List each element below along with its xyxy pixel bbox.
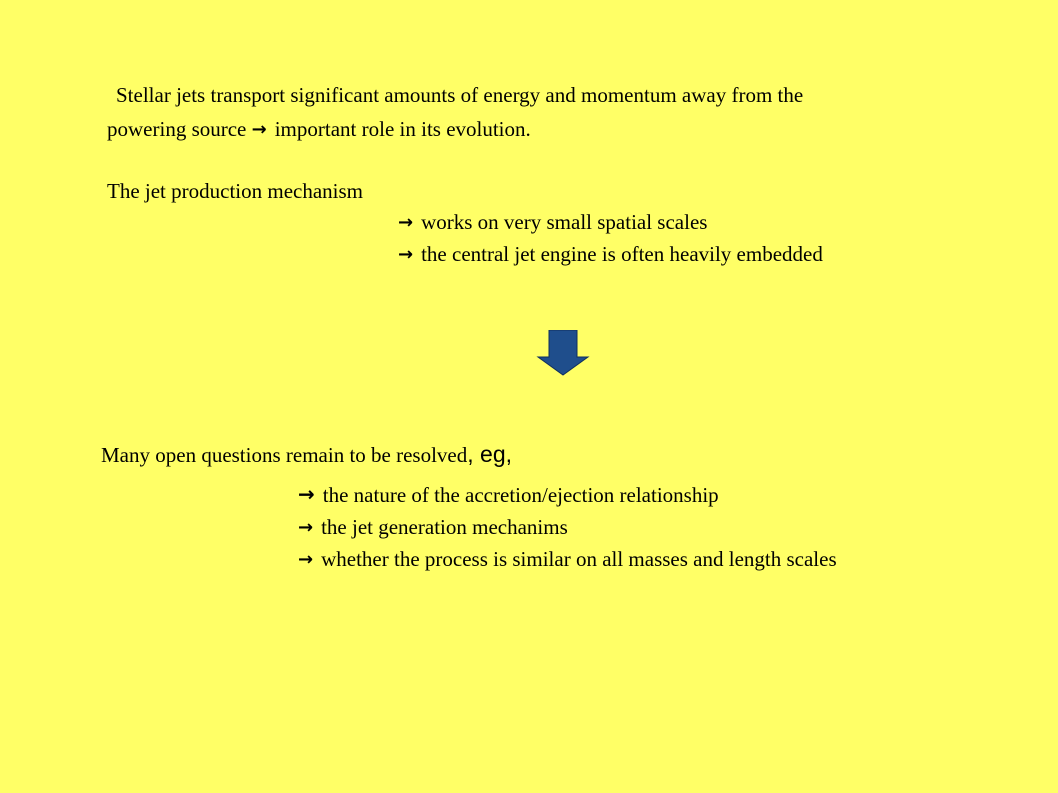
mechanism-heading-text: The jet production mechanism [107, 179, 364, 203]
right-arrow-icon: → [298, 482, 315, 506]
mechanism-point-1 [398, 209, 707, 236]
questions-point-text: the jet generation mechanims [321, 515, 568, 539]
questions-point-1 [298, 481, 719, 508]
questions-heading-text: Many open questions remain to be resolved [101, 443, 468, 467]
questions-point-text: the nature of the accretion/ejection relationship [322, 483, 719, 507]
intro-text-1: Stellar jets transport significant amounts of energy and momentum away from the [116, 83, 804, 107]
down-arrow-shape [538, 330, 588, 375]
right-arrow-icon: → [251, 119, 267, 140]
right-arrow-icon: → [398, 244, 414, 265]
intro-line-1 [116, 82, 803, 108]
mechanism-heading [107, 178, 363, 204]
questions-heading [101, 441, 512, 468]
mechanism-point-text: works on very small spatial scales [421, 210, 708, 234]
right-arrow-icon: → [398, 212, 414, 233]
questions-point-3 [298, 546, 837, 573]
questions-point-2 [298, 514, 568, 541]
intro-text-2-end: important role in its evolution. [274, 117, 531, 141]
questions-heading-suffix: , eg, [467, 441, 513, 467]
questions-point-text: whether the process is similar on all masses and length scales [321, 547, 837, 571]
mechanism-point-text: the central jet engine is often heavily embedded [421, 242, 823, 266]
down-arrow-icon [536, 330, 590, 376]
mechanism-point-2 [398, 241, 823, 268]
right-arrow-icon: → [298, 517, 314, 538]
intro-line-2 [107, 116, 531, 143]
intro-text-2-start: powering source [107, 117, 247, 141]
right-arrow-icon: → [298, 549, 314, 570]
